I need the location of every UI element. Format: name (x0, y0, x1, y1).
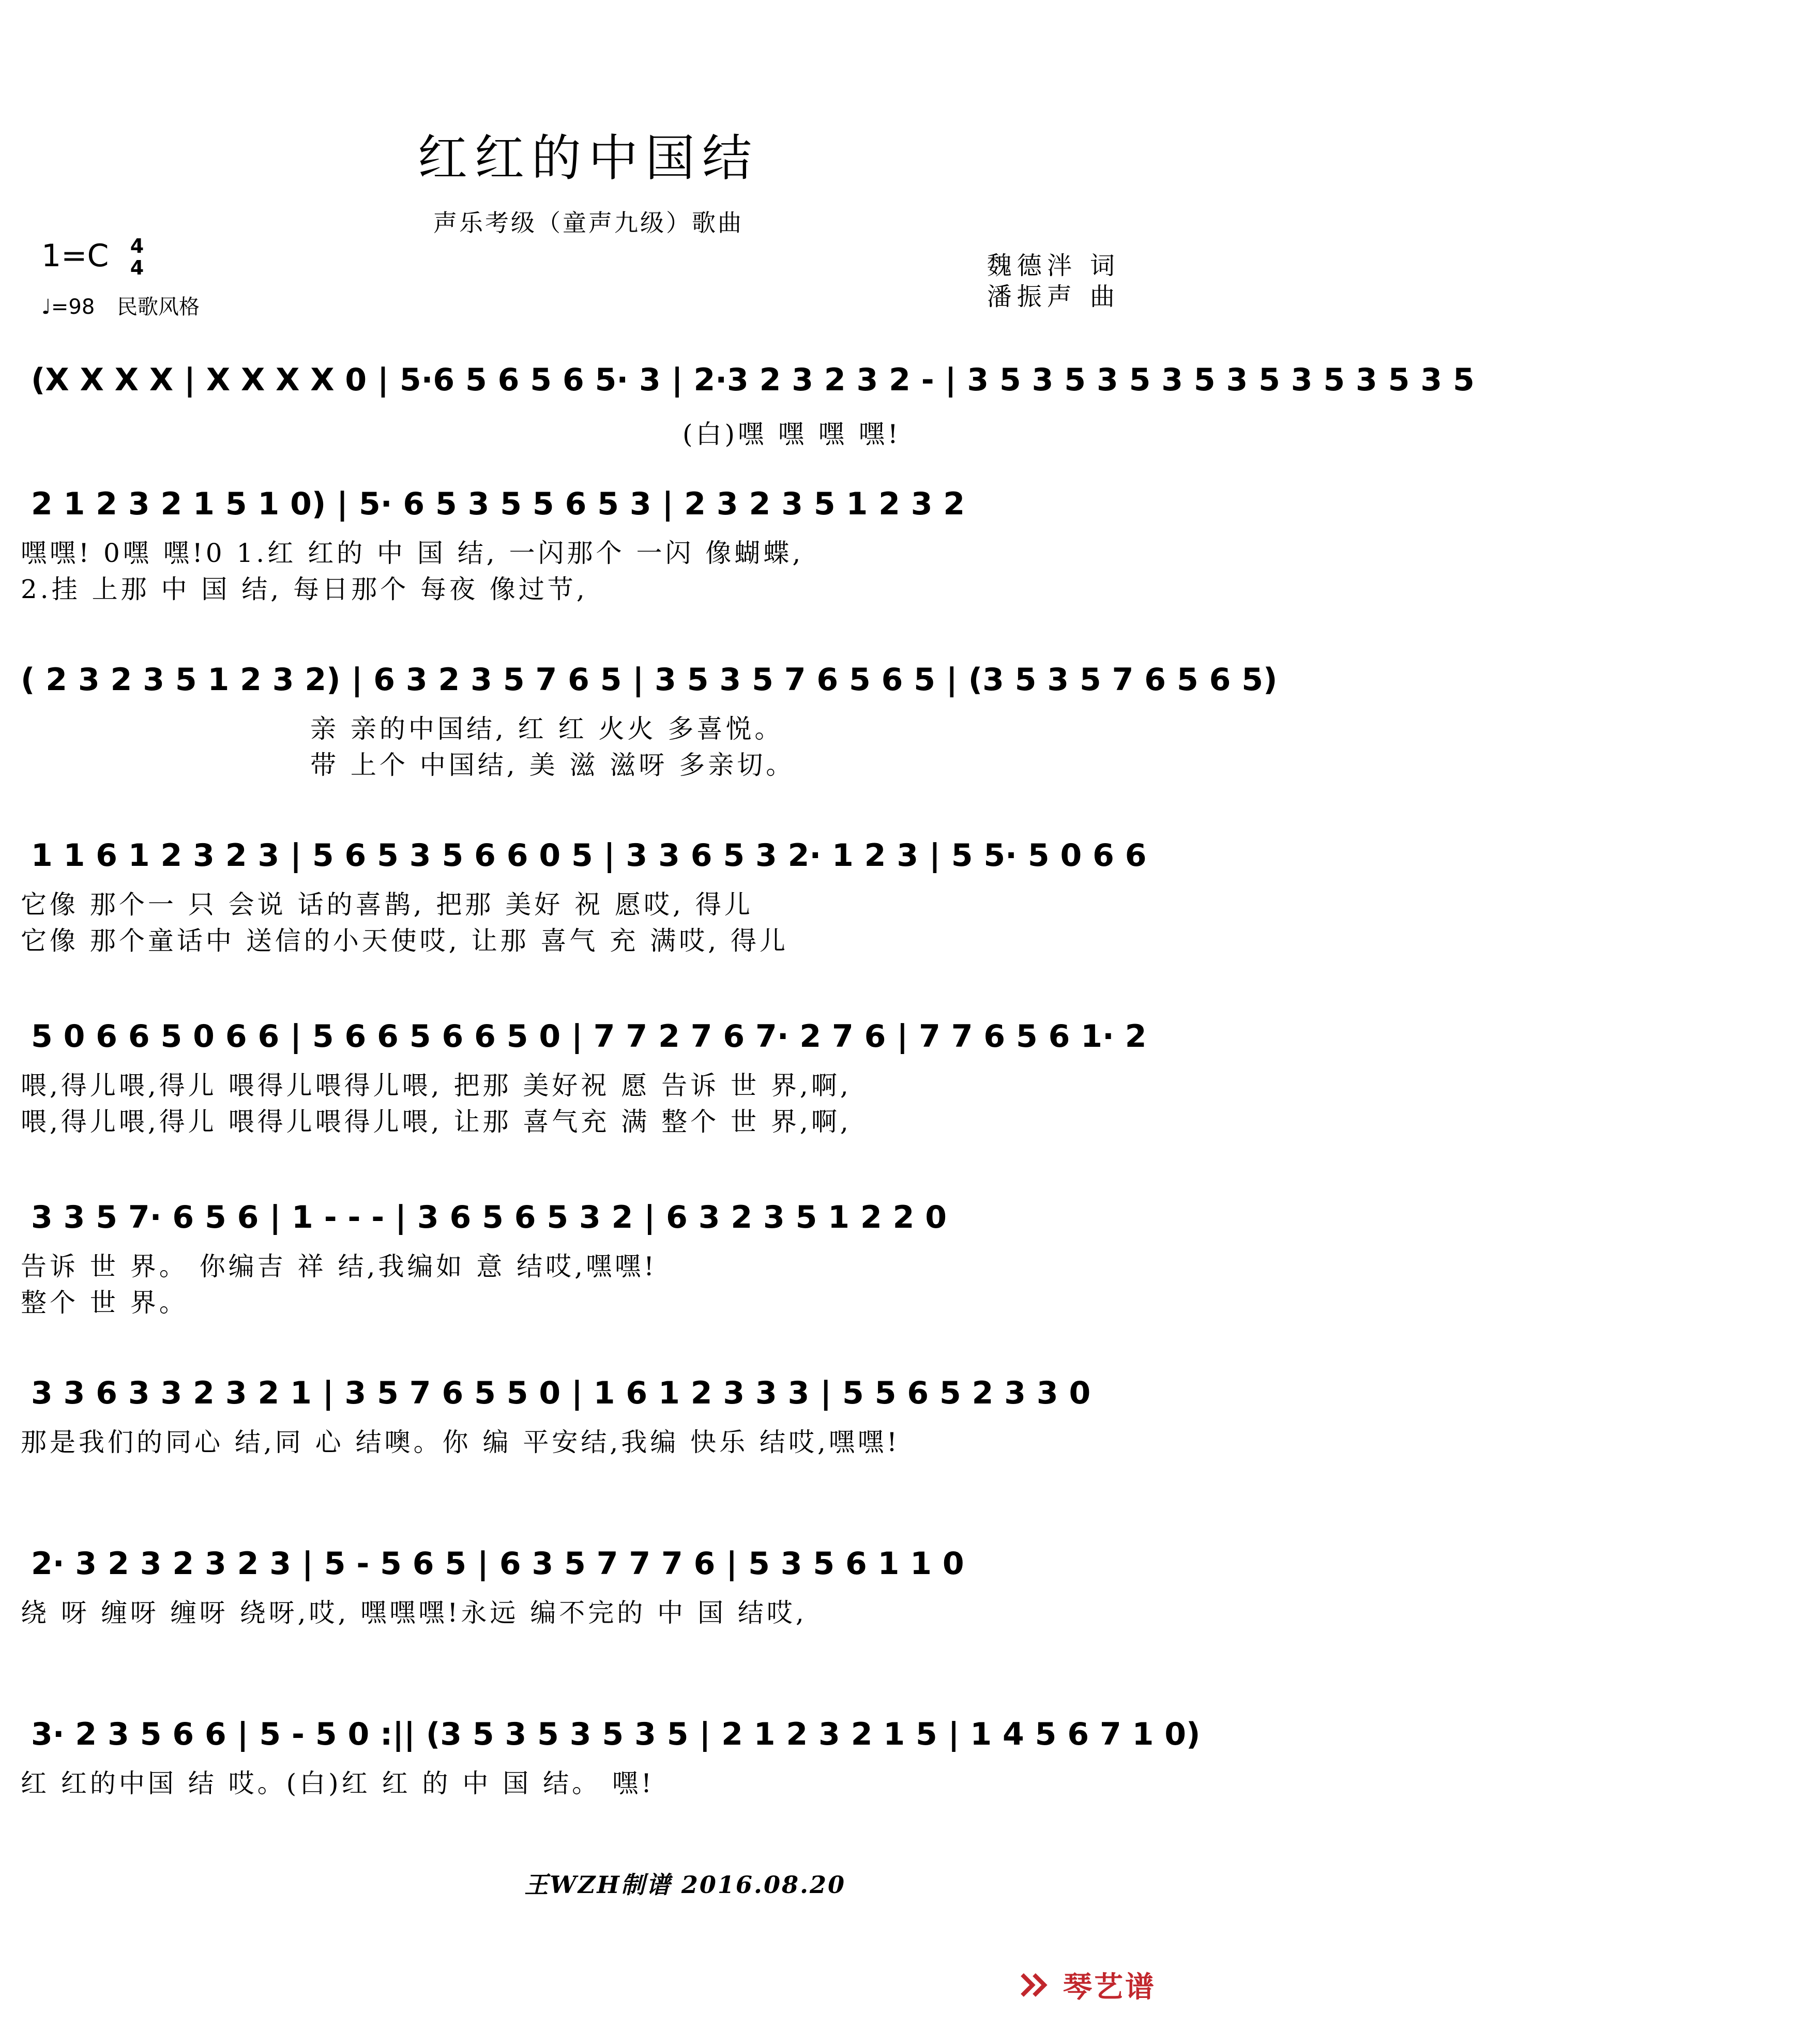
notation-text: 3 3 5 7· 6 5 6 | 1 - - - | 3 6 5 6 5 3 2 | 6 3 2 3 5 1 2 2 0 (31, 1199, 947, 1235)
notation-text: 3· 2 3 5 6 6 | 5 - 5 0 :|| (3 5 3 5 3 5 3 5 | 2 1 2 3 2 1 5 | 1 4 5 6 7 1 0) (31, 1716, 1201, 1752)
lyric-verse-1: 那是我们的同心 结,同 心 结噢。你 编 平安结,我编 快乐 结哎,嘿嘿! (21, 1427, 901, 1457)
lyric-verse-2: 整个 世 界。 (21, 1288, 188, 1318)
notation-row (21, 1008, 1158, 1070)
engraver-signature: 王WZH制谱 2016.08.20 (524, 1871, 846, 1899)
lyric-verse-2: 2.挂 上那 中 国 结, 每日那个 每夜 像过节, (21, 574, 588, 604)
lyric-verse-1: 喂,得儿喂,得儿 喂得儿喂得儿喂, 把那 美好祝 愿 告诉 世 界,啊, (21, 1071, 852, 1101)
composer-credit: 潘振声 曲 (987, 282, 1120, 311)
notation-text: 2 1 2 3 2 1 5 1 0) | 5· 6 5 3 5 5 6 5 3 | 2 3 2 3 5 1 2 3 2 (31, 486, 965, 522)
watermark-text: 琴艺谱 (1063, 1971, 1156, 2004)
time-signature (119, 235, 155, 279)
key-signature: 1=C (41, 238, 109, 274)
style-marking: 民歌风格 (117, 295, 200, 319)
lyric-verse-2: 带 上个 中国结, 美 滋 滋呀 多亲切。 (310, 750, 795, 780)
lyricist-credit: 魏德泮 词 (987, 251, 1120, 280)
song-title: 红红的中国结 (418, 129, 759, 187)
notation-text: (X X X X | X X X X 0 | 5·6 5 6 5 6 5· 3 | 2·3 2 3 2 3 2 - | 3 5 3 5 3 5 3 5 3 5 3 5 3 5 3 5 (31, 362, 1475, 398)
notation-row (21, 352, 1475, 414)
song-subtitle: 声乐考级（童声九级）歌曲 (433, 209, 744, 237)
lyric-verse-1: 亲 亲的中国结, 红 红 火火 多喜悦。 (310, 714, 784, 744)
notation-row (21, 651, 1278, 713)
time-numerator: 4 (130, 235, 144, 257)
notation-row (21, 476, 1158, 538)
notation-row (21, 1365, 1158, 1427)
watermark-logo-icon (1020, 1970, 1056, 2001)
lyric-verse-2: 喂,得儿喂,得儿 喂得儿喂得儿喂, 让那 喜气充 满 整个 世 界,啊, (21, 1107, 852, 1137)
notation-row (21, 827, 1158, 889)
lyric-verse-1: (白)嘿 嘿 嘿 嘿! (682, 419, 901, 449)
notation-row (21, 1535, 1158, 1597)
tempo-value: ♩=98 (41, 295, 95, 319)
watermark (1020, 1964, 1156, 2006)
lyric-verse-1: 红 红的中国 结 哎。(白)红 红 的 中 国 结。 嘿! (21, 1768, 655, 1798)
notation-row (21, 1189, 1158, 1251)
lyric-verse-2: 它像 那个童话中 送信的小天使哎, 让那 喜气 充 满哎, 得儿 (21, 926, 789, 956)
lyric-verse-1: 告诉 世 界。 你编吉 祥 结,我编如 意 结哎,嘿嘿! (21, 1251, 658, 1281)
lyric-verse-1: 嘿嘿! 0嘿 嘿!0 1.红 红的 中 国 结, 一闪那个 一闪 像蝴蝶, (21, 538, 804, 568)
notation-text: 1 1 6 1 2 3 2 3 | 5 6 5 3 5 6 6 0 5 | 3 3 6 5 3 2· 1 2 3 | 5 5· 5 0 6 6 (31, 837, 1147, 874)
notation-text: 2· 3 2 3 2 3 2 3 | 5 - 5 6 5 | 6 3 5 7 7 7 6 | 5 3 5 6 1 1 0 (31, 1546, 964, 1582)
time-denominator: 4 (130, 256, 144, 279)
notation-text: 5 0 6 6 5 0 6 6 | 5 6 6 5 6 6 5 0 | 7 7 2 7 6 7· 2 7 6 | 7 7 6 5 6 1· 2 (31, 1018, 1147, 1055)
notation-text: ( 2 3 2 3 5 1 2 3 2) | 6 3 2 3 5 7 6 5 | 3 5 3 5 7 6 5 6 5 | (3 5 3 5 7 6 5 6 5) (21, 662, 1278, 698)
lyric-verse-1: 它像 那个一 只 会说 话的喜鹊, 把那 美好 祝 愿哎, 得儿 (21, 890, 753, 920)
notation-text: 3 3 6 3 3 2 3 2 1 | 3 5 7 6 5 5 0 | 1 6 1 2 3 3 3 | 5 5 6 5 2 3 3 0 (31, 1375, 1091, 1411)
lyric-verse-1: 绕 呀 缠呀 缠呀 绕呀,哎, 嘿嘿嘿!永远 编不完的 中 国 结哎, (21, 1598, 807, 1628)
notation-row (21, 1706, 1201, 1768)
tempo-marking (41, 291, 200, 320)
